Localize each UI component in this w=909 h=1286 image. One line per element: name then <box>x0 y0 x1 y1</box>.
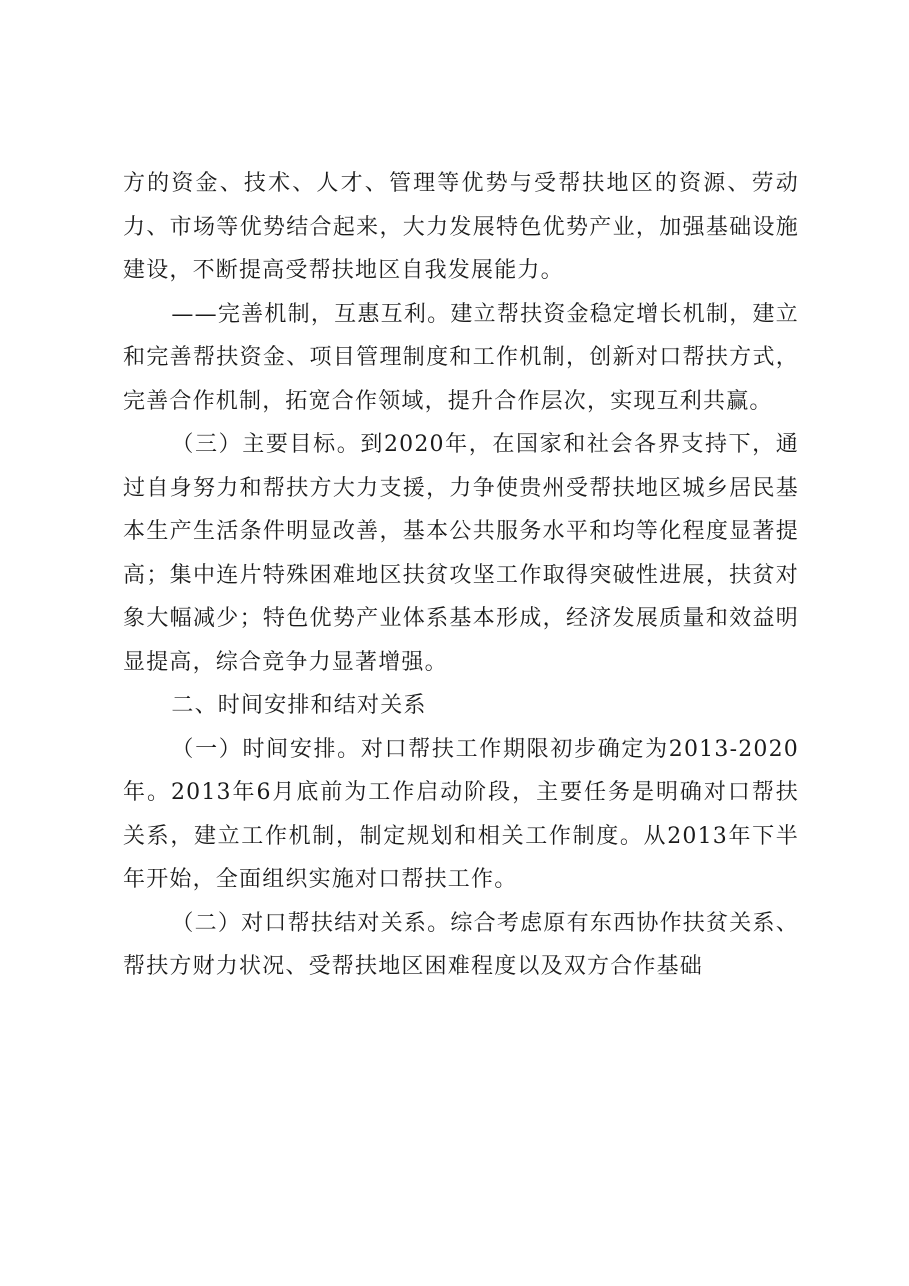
paragraph-principle-mechanism: ——完善机制，互惠互利。建立帮扶资金稳定增长机制，建立和完善帮扶资金、项目管理制度和工作机制，创新对口帮扶方式，完善合作机制，拓宽合作领域，提升合作层次，实现互利共赢。 <box>123 301 799 414</box>
paragraph-time-arrangement: （一）时间安排。对口帮扶工作期限初步确定为2013-2020年。2013年6月底前为工作启动阶段，主要任务是明确对口帮扶关系，建立工作机制，制定规划和相关工作制度。从2013年下半年开始，全面组织实施对口帮扶工作。 <box>123 736 799 892</box>
section-heading-time-and-pairing: 二、时间安排和结对关系 <box>171 693 427 718</box>
paragraph-pairing-relationship: （二）对口帮扶结对关系。综合考虑原有东西协作扶贫关系、帮扶方财力状况、受帮扶地区困难程度以及双方合作基础 <box>123 910 799 979</box>
document-body <box>123 162 799 989</box>
paragraph-continuation: 方的资金、技术、人才、管理等优势与受帮扶地区的资源、劳动力、市场等优势结合起来，大力发展特色优势产业，加强基础设施建设，不断提高受帮扶地区自我发展能力。 <box>123 171 799 283</box>
paragraph-main-goals: （三）主要目标。到2020年，在国家和社会各界支持下，通过自身努力和帮扶方大力支援，力争使贵州受帮扶地区城乡居民基本生产生活条件明显改善，基本公共服务水平和均等化程度显著提高；集中连片特殊困难地区扶贫攻坚工作取得突破性进展，扶贫对象大幅减少；特色优势产业体系基本形成，经济发展质量和效益明显提高，综合竞争力显著增强。 <box>123 432 799 675</box>
